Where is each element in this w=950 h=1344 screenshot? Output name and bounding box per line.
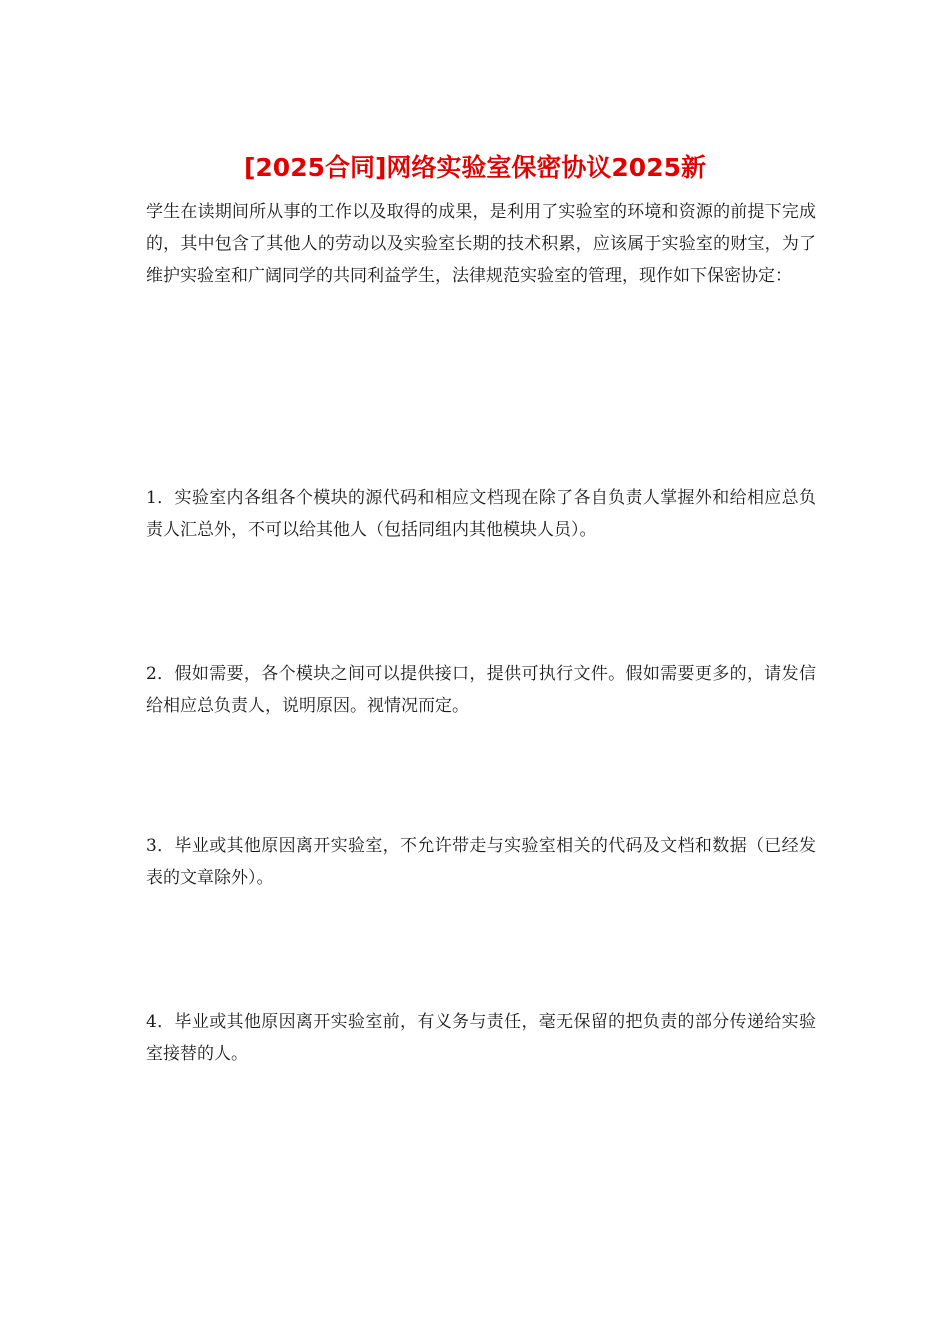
intro-paragraph: 学生在读期间所从事的工作以及取得的成果，是利用了实验室的环境和资源的前提下完成的，其中包含了其他人的劳动以及实验室长期的技术积累，应该属于实验室的财宝，为了维护实验室和广阔同学的共同利益学生，法律规范实验室的管理，现作如下保密协定：	[146, 202, 816, 286]
clause-2: 2．假如需要，各个模块之间可以提供接口，提供可执行文件。假如需要更多的，请发信给相应总负责人，说明原因。视情况而定。	[146, 664, 816, 716]
clause-1: 1．实验室内各组各个模块的源代码和相应文档现在除了各自负责人掌握外和给相应总负责人汇总外，不可以给其他人（包括同组内其他模块人员）。	[146, 488, 816, 540]
clause-3: 3．毕业或其他原因离开实验室，不允许带走与实验室相关的代码及文档和数据（已经发表的文章除外）。	[146, 836, 816, 888]
document-title: [2025合同]网络实验室保密协议2025新	[243, 153, 706, 182]
clause-4: 4．毕业或其他原因离开实验室前，有义务与责任，毫无保留的把负责的部分传递给实验室接替的人。	[146, 1012, 816, 1064]
